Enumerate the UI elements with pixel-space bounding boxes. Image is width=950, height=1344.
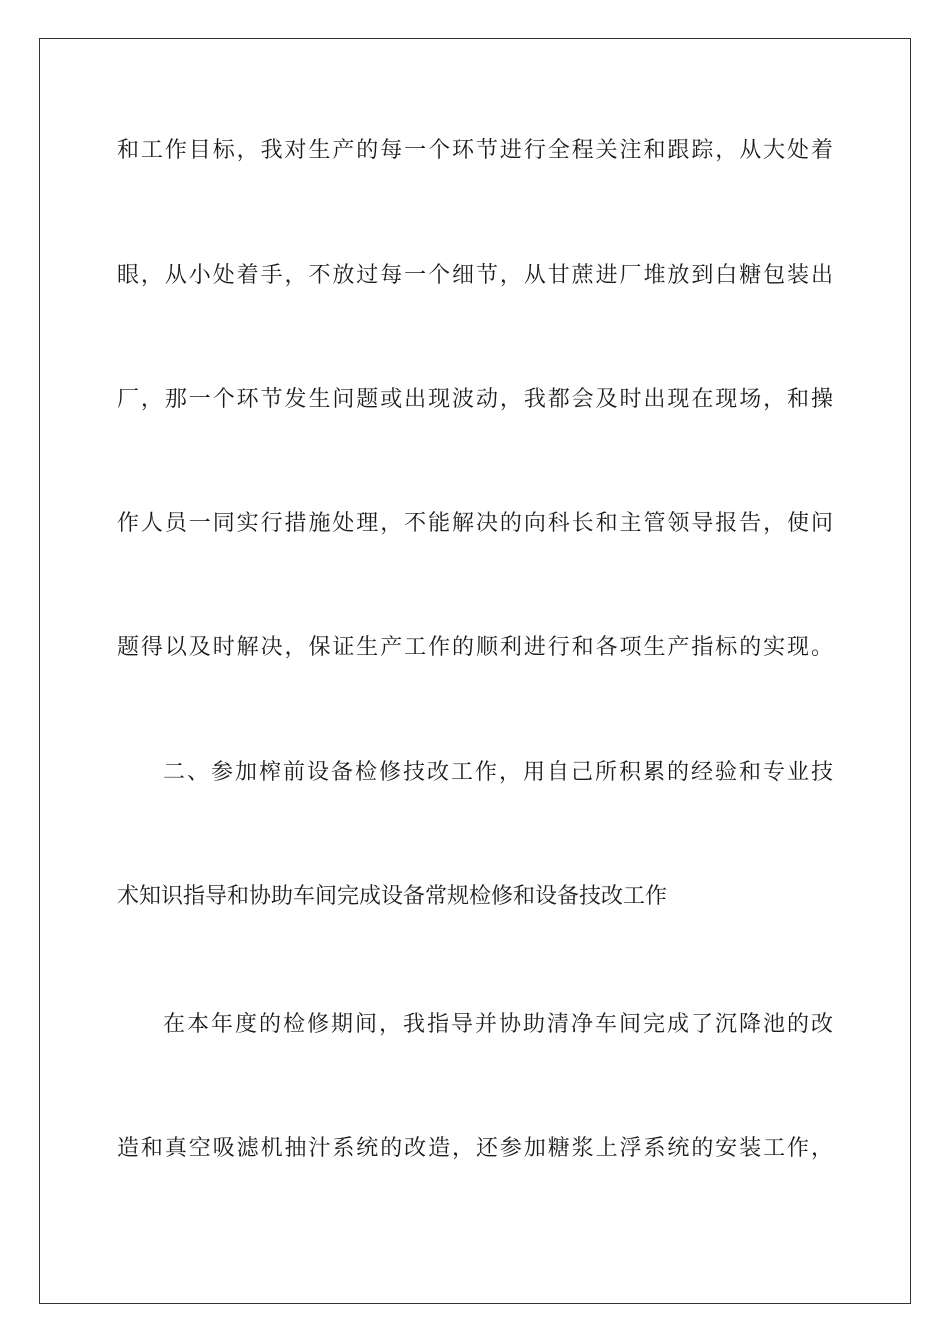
body-text-line: 在本年度的检修期间，我指导并协助清净车间完成了沉降池的改 xyxy=(163,1012,833,1037)
body-text-line: 眼，从小处着手，不放过每一个细节，从甘蔗进厂堆放到白糖包装出 xyxy=(117,263,833,288)
section-heading-line: 术知识指导和协助车间完成设备常规检修和设备技改工作 xyxy=(117,884,668,909)
body-text-line: 题得以及时解决，保证生产工作的顺利进行和各项生产指标的实现。 xyxy=(117,635,833,660)
body-text-line: 厂，那一个环节发生问题或出现波动，我都会及时出现在现场，和操 xyxy=(117,387,833,412)
section-heading-line: 二、参加榨前设备检修技改工作，用自己所积累的经验和专业技 xyxy=(163,760,833,785)
body-text-line: 和工作目标，我对生产的每一个环节进行全程关注和跟踪，从大处着 xyxy=(117,138,833,163)
page-border xyxy=(39,38,911,1304)
body-text-line: 作人员一同实行措施处理，不能解决的向科长和主管领导报告，使问 xyxy=(117,511,833,536)
body-text-line: 造和真空吸滤机抽汁系统的改造，还参加糖浆上浮系统的安装工作， xyxy=(117,1136,833,1161)
